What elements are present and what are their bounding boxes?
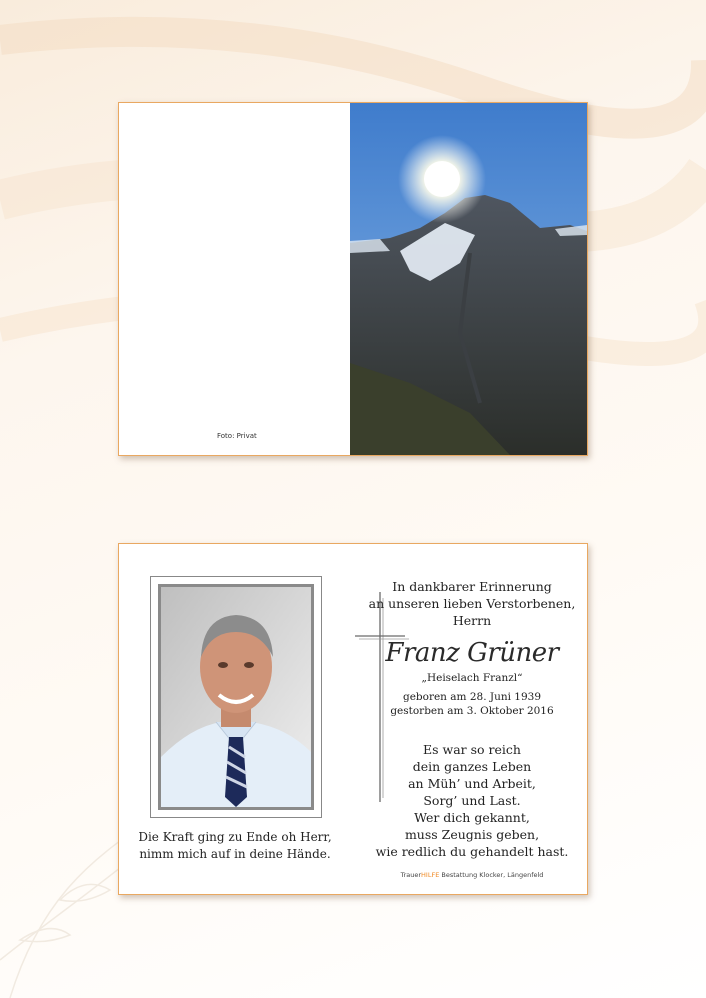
- left-quote-line: nimm mich auf in deine Hände.: [139, 847, 331, 861]
- intro-line: Herrn: [452, 613, 492, 628]
- photo-credit: Foto: Privat: [217, 432, 257, 440]
- poem: [357, 741, 587, 860]
- poem-line: Wer dich gekannt,: [414, 810, 530, 825]
- mountain-sunrise-photo: [350, 103, 587, 455]
- poem-line: muss Zeugnis geben,: [404, 827, 540, 842]
- left-quote-line: Die Kraft ging zu Ende oh Herr,: [138, 830, 332, 844]
- deceased-nickname: „Heiselach Franzl“: [421, 672, 523, 684]
- death-date: gestorben am 3. Oktober 2016: [390, 705, 554, 717]
- funeral-home-footer: [357, 871, 587, 879]
- poem-line: Es war so reich: [423, 742, 521, 757]
- poem-line: Sorg’ und Last.: [423, 793, 521, 808]
- poem-line: wie redlich du gehandelt hast.: [375, 844, 569, 859]
- life-dates: [357, 690, 587, 718]
- card-inside-spread: [118, 543, 588, 895]
- birth-date: geboren am 28. Juni 1939: [402, 691, 542, 703]
- brand-accent: HILFE: [421, 871, 440, 879]
- poem-line: dein ganzes Leben: [412, 759, 532, 774]
- portrait-photo: [158, 584, 314, 810]
- deceased-name: Franz Grüner: [385, 638, 559, 668]
- poem-line: an Müh’ und Arbeit,: [408, 776, 536, 791]
- card-front-spread: [118, 102, 588, 456]
- left-quote: [119, 829, 351, 863]
- intro-text: [357, 578, 587, 629]
- portrait-frame: [150, 576, 322, 818]
- brand-prefix: Trauer: [400, 871, 422, 879]
- company-name: Bestattung Klocker, Längenfeld: [439, 871, 544, 879]
- intro-line: In dankbarer Erinnerung: [392, 579, 552, 594]
- intro-line: an unseren lieben Verstorbenen,: [368, 596, 576, 611]
